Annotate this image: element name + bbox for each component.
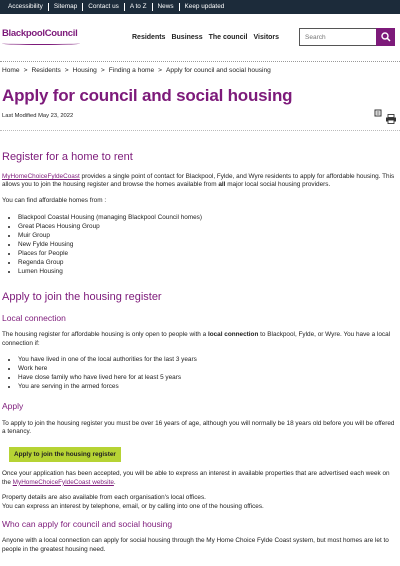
- blackpool-council-logo[interactable]: [2, 28, 82, 48]
- print-icon[interactable]: [385, 114, 397, 124]
- register-intro-bold: all: [218, 181, 226, 189]
- nav-visitors[interactable]: Visitors: [253, 34, 280, 41]
- list-item: • Places for People: [18, 249, 396, 258]
- local-connection-text: [2, 331, 396, 348]
- who-can-apply-text: Anyone with a local connection can apply for social housing through the My Home Choice Fylde Coast system, but most homes are let to people in the greatest housing need.: [2, 537, 389, 553]
- apply-register-button[interactable]: Apply to join the housing register: [9, 447, 121, 462]
- nav-residents[interactable]: Residents: [132, 34, 166, 41]
- after-text-1: Once your application has been accepted, you will be able to express an interest in available properties that are advertised each week on the: [2, 470, 390, 486]
- utility-bar: [0, 0, 400, 14]
- conditions-list: [18, 355, 396, 391]
- list-item: • Blackpool Coastal Housing (managing Blackpool Council homes): [18, 213, 396, 222]
- news-link[interactable]: News: [153, 3, 180, 11]
- apply-heading: Apply: [2, 401, 24, 412]
- offices-line-2: You can express an interest by telephone, email, or by calling into one of the housing offices.: [2, 503, 264, 511]
- providers-list: [18, 213, 396, 276]
- breadcrumb-current: Apply for council and social housing: [166, 67, 271, 74]
- providers-intro: You can find affordable homes from :: [2, 197, 107, 205]
- local-text-bold: local connection: [207, 331, 259, 339]
- who-can-apply-heading: Who can apply for council and social housing: [2, 518, 173, 529]
- register-heading: Register for a home to rent: [2, 151, 133, 163]
- offices-line-1: Property details are also available from each organisation's local offices.: [2, 494, 206, 502]
- logo-text: BlackpoolCouncil: [2, 28, 78, 39]
- after-apply-text: [2, 470, 396, 487]
- local-text-1: The housing register for affordable housing is only open to people with a: [2, 331, 208, 339]
- register-intro: [2, 173, 396, 190]
- join-heading: Apply to join the housing register: [2, 290, 162, 303]
- breadcrumb-residents[interactable]: Residents: [31, 67, 61, 74]
- apply-text: To apply to join the housing register you must be over 16 years of age, although you will normally be 18 years old before you will be offered a tenancy.: [2, 419, 395, 436]
- register-intro-text-1: provides a single point of contact for Blackpool, Fylde, and Wyre residents to apply for affordable housing. This allows you to join the housing register and browse the homes available from: [2, 172, 395, 189]
- nav-business[interactable]: Business: [171, 34, 203, 41]
- sitemap-link[interactable]: Sitemap: [49, 3, 83, 11]
- a-to-z-link[interactable]: A to Z: [125, 3, 153, 11]
- accessibility-link[interactable]: Accessibility: [3, 3, 49, 11]
- myhomechoice-website-link[interactable]: MyHomeChoiceFyldeCoast website: [12, 478, 114, 486]
- page-title: Apply for council and social housing: [2, 86, 293, 105]
- title-divider: [0, 130, 400, 131]
- share-icon[interactable]: [374, 109, 383, 117]
- breadcrumb-finding-a-home[interactable]: Finding a home: [108, 67, 155, 74]
- contact-us-link[interactable]: Contact us: [83, 3, 125, 11]
- list-item: • You are serving in the armed forces: [18, 382, 396, 391]
- search-input[interactable]: [299, 28, 376, 46]
- search-button[interactable]: [376, 28, 395, 46]
- after-text-2: .: [113, 478, 116, 486]
- list-item: • Work here: [18, 364, 396, 373]
- breadcrumb-home[interactable]: Home: [2, 67, 20, 74]
- list-item: • You have lived in one of the local authorities for the last 3 years: [18, 355, 396, 364]
- offices-text: [2, 494, 396, 511]
- list-item: • Have close family who have lived here for at least 5 years: [18, 373, 396, 382]
- main-content: [2, 150, 396, 561]
- search-box: [299, 28, 395, 46]
- myhomechoice-link[interactable]: MyHomeChoiceFyldeCoast: [2, 172, 80, 180]
- page-tools: [372, 109, 397, 124]
- breadcrumb: Home > Residents > Housing > Finding a home > Apply for council and social housing: [2, 67, 271, 74]
- main-navigation: [132, 33, 279, 42]
- register-intro-text-2: major local social housing providers.: [225, 181, 331, 189]
- list-item: • Great Places Housing Group: [18, 222, 396, 231]
- keep-updated-link[interactable]: Keep updated: [184, 3, 225, 10]
- list-item: • New Fylde Housing: [18, 240, 396, 249]
- nav-the-council[interactable]: The council: [208, 34, 248, 41]
- breadcrumb-housing[interactable]: Housing: [72, 67, 97, 74]
- list-item: • Muir Group: [18, 231, 396, 240]
- list-item: • Lumen Housing: [18, 267, 396, 276]
- header-divider: [0, 61, 400, 62]
- local-connection-heading: Local connection: [2, 312, 66, 323]
- local-text-2: to Blackpool, Fylde, or Wyre. You have a local connection if:: [2, 331, 391, 347]
- last-modified: Last Modified May 23, 2022: [2, 113, 74, 119]
- list-item: • Regenda Group: [18, 258, 396, 267]
- search-icon: [381, 32, 391, 42]
- logo-swoosh-icon: [2, 42, 80, 45]
